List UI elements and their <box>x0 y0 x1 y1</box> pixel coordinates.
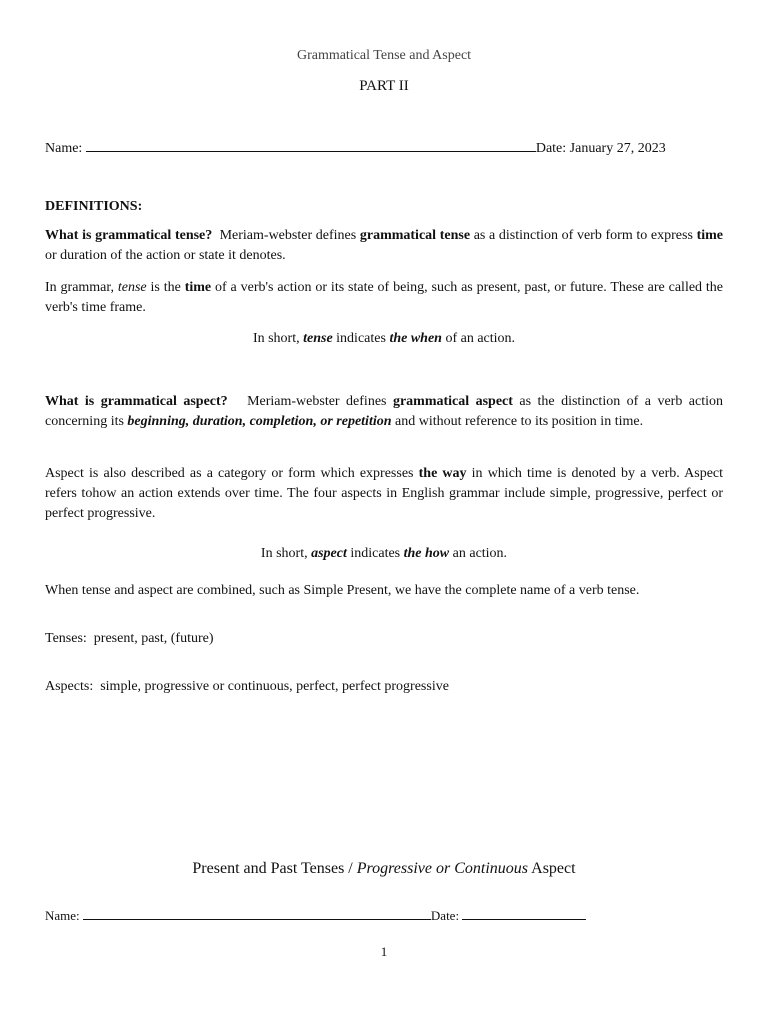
aspect-def-text-1: Meriam-webster defines <box>247 394 387 409</box>
tense-time-word: time <box>696 228 723 243</box>
tense-short-text-1: In short, <box>252 331 300 346</box>
name-label: Name: <box>45 141 83 156</box>
name-date-line <box>45 139 725 157</box>
tense-short-text-3: of an action. <box>445 331 516 346</box>
document-title: Grammatical Tense and Aspect <box>296 48 472 63</box>
aspect-short-text-1: In short, <box>260 546 308 561</box>
aspect-short-how: the how <box>403 546 450 561</box>
tense-def-text-2: as a distinction of verb form to express <box>473 228 693 243</box>
aspect-question: What is grammatical aspect? <box>45 394 228 409</box>
aspect-p2-text-1: Aspect is also described as a category or form which expresses <box>45 466 414 481</box>
tense-summary <box>0 331 768 347</box>
aspect-def-text-2: as the distinction of a verb action concerning its <box>45 394 724 429</box>
aspect-short-text-2: indicates <box>350 546 401 561</box>
combined-statement: When tense and aspect are combined, such as Simple Present, we have the complete name of a verb tense. <box>45 583 640 598</box>
aspects-list: Aspects: simple, progressive or continuous, perfect, perfect progressive <box>45 679 449 694</box>
section2-title <box>0 860 768 878</box>
section2-title-text-1: Present and Past Tenses / <box>192 860 353 877</box>
aspect-definition-paragraph <box>45 392 723 432</box>
aspect-short-word: aspect <box>311 546 347 561</box>
aspect-def-text-3: and without reference to its position in time. <box>395 414 644 429</box>
tense-question: What is grammatical tense? <box>45 228 213 243</box>
tense-p2-word: tense <box>117 280 147 295</box>
tense-p2-text-3: of a verb's action or its state of being, such as present, past, or future. These are called the verb's time frame. <box>45 280 724 315</box>
section2-title-italic: Progressive or Continuous <box>356 860 529 877</box>
page-number: 1 <box>380 944 388 959</box>
tense-definition-paragraph <box>45 226 723 266</box>
tenses-list: Tenses: present, past, (future) <box>45 631 214 646</box>
name-blank <box>86 139 536 152</box>
aspect-term: grammatical aspect <box>392 394 513 409</box>
tense-def-text-1: Meriam-webster defines <box>219 228 357 243</box>
definitions-heading: DEFINITIONS: <box>45 199 143 214</box>
aspect-short-text-3: an action. <box>452 546 508 561</box>
tense-p2-text-2: is the <box>150 280 181 295</box>
aspect-p2-way: the way <box>418 466 467 481</box>
tense-p2-time: time <box>184 280 212 295</box>
aspect-explanation-paragraph <box>45 464 723 524</box>
tense-explanation-paragraph <box>45 278 723 318</box>
tense-def-text-3: or duration of the action or state it denotes. <box>45 248 286 263</box>
date-value: January 27, 2023 <box>569 141 666 156</box>
section2-name-date-line <box>45 907 725 924</box>
tense-p2-text-1: In grammar, <box>45 280 114 295</box>
date-label: Date: <box>535 141 567 156</box>
tense-short-word: tense <box>303 331 333 346</box>
part-heading: PART II <box>359 78 409 94</box>
section2-date-label: Date: <box>430 908 460 923</box>
section2-name-blank <box>83 907 431 920</box>
aspect-list: beginning, duration, completion, or repetition <box>127 414 392 429</box>
tense-short-text-2: indicates <box>336 331 386 346</box>
section2-date-blank <box>462 907 586 920</box>
tense-short-when: the when <box>389 331 442 346</box>
section2-name-label: Name: <box>45 908 80 923</box>
tense-term: grammatical tense <box>359 228 471 243</box>
aspect-p2-text-2: in which time is denoted by a verb. Aspect refers tohow an action extends over time. The four aspects in English grammar include simple, progressive, perfect or perfect progressive. <box>45 466 724 521</box>
aspect-summary <box>0 546 768 562</box>
section2-title-text-2: Aspect <box>531 860 576 877</box>
